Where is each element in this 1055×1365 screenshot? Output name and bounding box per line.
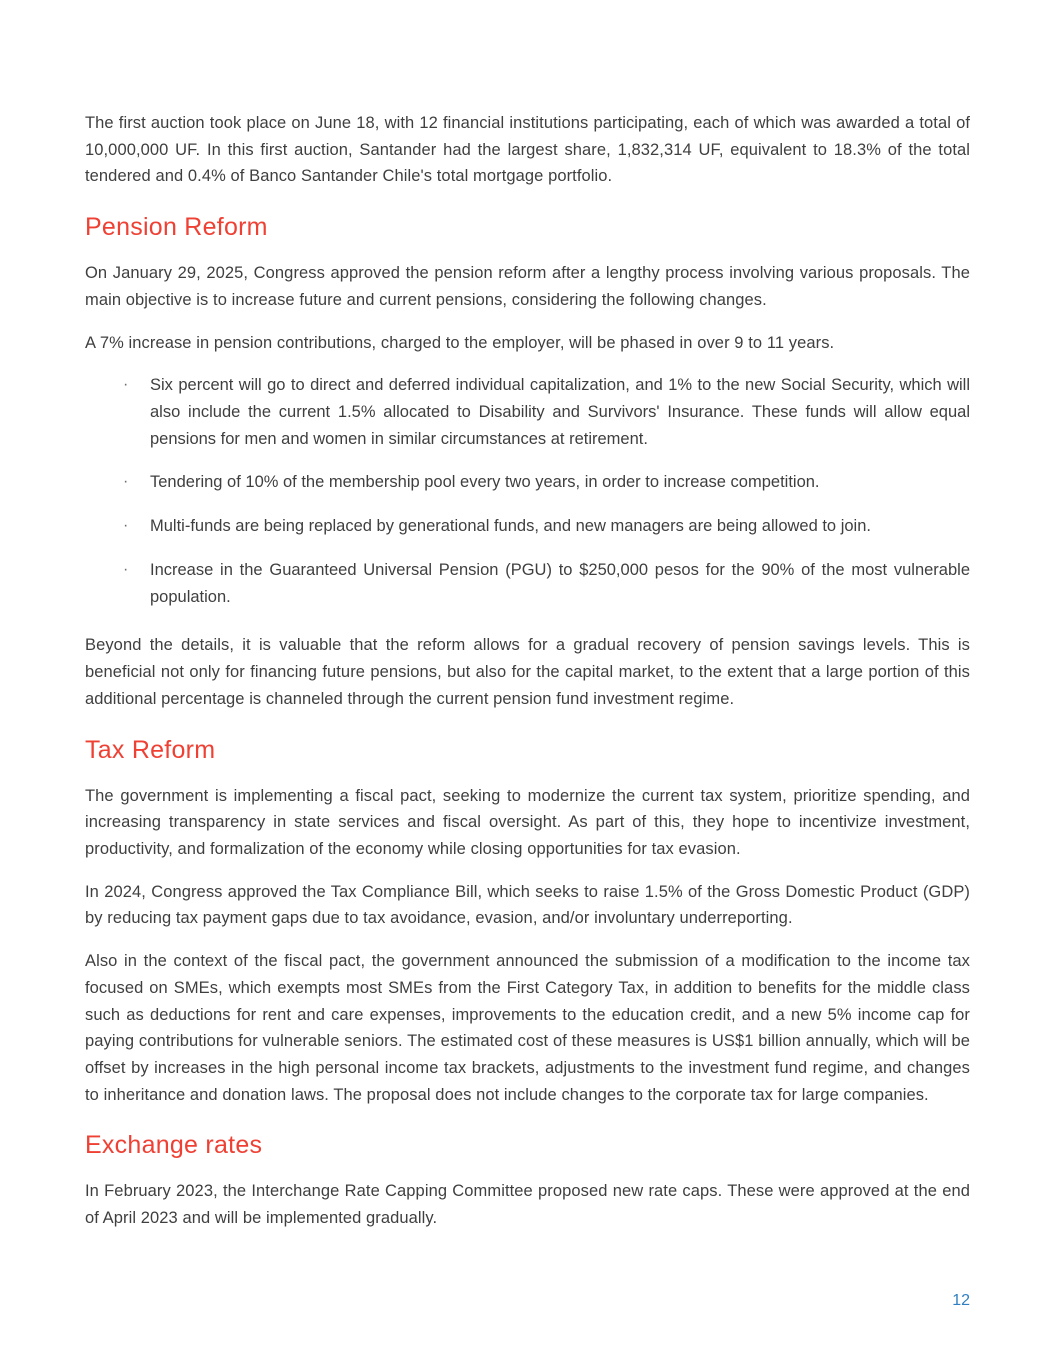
list-item-label: Six percent will go to direct and deferred individual capitalization, and 1% to the new Social Security, which will also include the current 1.5% allocated to Disability and Survivors' Insurance. These funds will allow equal pensions for men and women in similar circumstances at retirement.	[150, 376, 970, 448]
list-item-label: Multi-funds are being replaced by generational funds, and new managers are being allowed to join.	[150, 517, 871, 536]
section-heading-pension-reform: Pension Reform	[85, 213, 268, 242]
bullet-dot-icon: ·	[123, 473, 129, 491]
list-item	[85, 372, 970, 452]
paragraph-income-tax-modification: Also in the context of the fiscal pact, the government announced the submission of a modification to the income tax focused on SMEs, which exempts most SMEs from the First Category Tax, in addition to benefits for the middle class such as deductions for rent and care expenses, improvements to the education credit, and a new 5% income cap for paying contributions for vulnerable seniors. The estimated cost of these measures is US$1 billion annually, which will be offset by increases in the high personal income tax brackets, adjustments to the investment fund regime, and changes to inheritance and donation laws. The proposal does not include changes to the corporate tax for large companies.	[85, 952, 970, 1104]
section-heading-exchange-rates: Exchange rates	[85, 1131, 263, 1160]
section-heading-tax-reform: Tax Reform	[85, 735, 216, 764]
paragraph-tax-compliance-bill: In 2024, Congress approved the Tax Compliance Bill, which seeks to raise 1.5% of the Gross Domestic Product (GDP) by reducing tax payment gaps due to tax avoidance, evasion, and/or involuntary underreporting.	[85, 882, 970, 928]
paragraph-pension-approval: On January 29, 2025, Congress approved the pension reform after a lengthy process involving various proposals. The main objective is to increase future and current pensions, considering the following changes.	[85, 264, 970, 309]
paragraph-auction: The first auction took place on June 18, with 12 financial institutions participating, each of which was awarded a total of 10,000,000 UF. In this first auction, Santander had the largest share, 1,832,314 UF, equivalent to 18.3% of the total tendered and 0.4% of Banco Santander Chile's total mortgage portfolio.	[85, 114, 970, 186]
list-item	[85, 513, 970, 540]
page-number: 12	[952, 1292, 970, 1309]
paragraph-pension-savings-recovery: Beyond the details, it is valuable that the reform allows for a gradual recovery of pension savings levels. This is beneficial not only for financing future pensions, but also for the capital market, to the extent that a large portion of this additional percentage is channeled through the current pension fund investment regime.	[85, 636, 970, 708]
list-item-label: Tendering of 10% of the membership pool every two years, in order to increase competition.	[150, 473, 820, 492]
pension-reform-bullet-list	[85, 372, 970, 610]
bullet-dot-icon: ·	[123, 376, 129, 394]
paragraph-contribution-increase: A 7% increase in pension contributions, charged to the employer, will be phased in over 9 to 11 years.	[85, 333, 835, 352]
list-item-label: Increase in the Guaranteed Universal Pension (PGU) to $250,000 pesos for the 90% of the most vulnerable population.	[150, 560, 970, 606]
list-item	[85, 469, 970, 496]
paragraph-interchange-rate-caps: In February 2023, the Interchange Rate Capping Committee proposed new rate caps. These were approved at the end of April 2023 and will be implemented gradually.	[85, 1182, 970, 1228]
bullet-dot-icon: ·	[123, 517, 129, 535]
list-item	[85, 557, 970, 610]
paragraph-fiscal-pact: The government is implementing a fiscal pact, seeking to modernize the current tax system, prioritize spending, and increasing transparency in state services and fiscal oversight. As part of this, they hope to incentivize investment, productivity, and formalization of the economy while closing opportunities for tax evasion.	[85, 786, 970, 858]
bullet-dot-icon: ·	[123, 560, 129, 578]
